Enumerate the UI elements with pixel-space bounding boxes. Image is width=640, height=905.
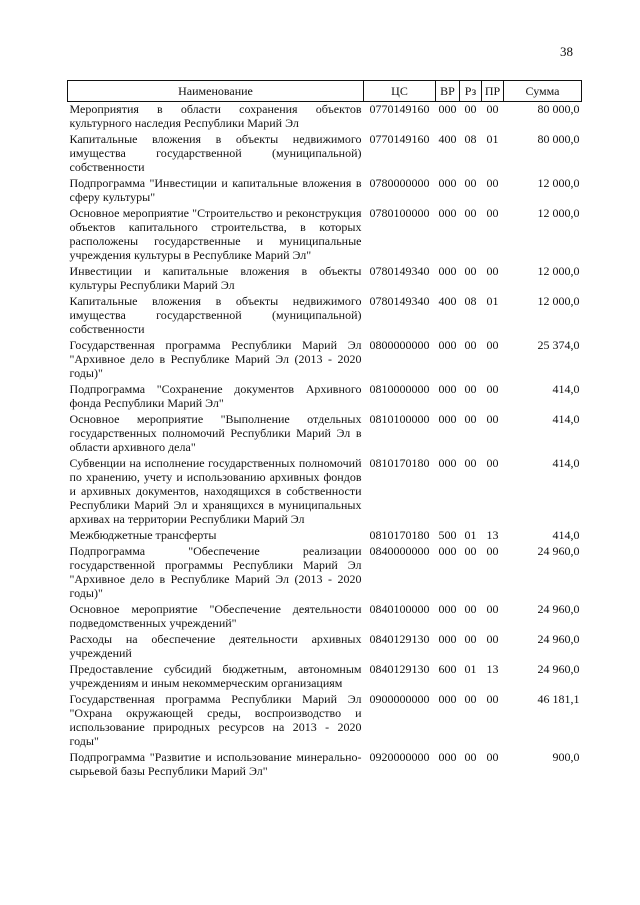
- cell-rz: 00: [464, 456, 477, 470]
- cell-vr: 600: [438, 662, 457, 676]
- cell-cs: 0780149340: [369, 264, 430, 278]
- cell-pr: 13: [486, 528, 499, 542]
- cell-vr: 000: [438, 750, 457, 764]
- cell-name: Капитальные вложения в объекты недвижимого имущества государственной (муниципальной) собственности: [69, 132, 362, 174]
- cell-name: Государственная программа Республики Марий Эл "Архивное дело в Республике Марий Эл (2013 - 2020 годы)": [69, 338, 362, 380]
- cell-name: Расходы на обеспечение деятельности архивных учреждений: [69, 632, 362, 660]
- table-row: [68, 544, 582, 602]
- cell-pr: 00: [486, 602, 499, 616]
- cell-vr: 000: [438, 102, 457, 116]
- cell-vr: 000: [438, 692, 457, 706]
- cell-name: Подпрограмма "Инвестиции и капитальные вложения в сферу культуры": [69, 176, 362, 204]
- table-row: [68, 206, 582, 264]
- cell-pr: 00: [486, 456, 499, 470]
- cell-sum: 414,0: [552, 412, 580, 426]
- cell-rz: 00: [464, 602, 477, 616]
- table-row: [68, 102, 582, 133]
- table-row: [68, 602, 582, 632]
- table-row: [68, 132, 582, 176]
- cell-rz: 01: [464, 528, 477, 542]
- cell-sum: 12 000,0: [537, 264, 580, 278]
- cell-cs: 0800000000: [369, 338, 430, 352]
- cell-rz: 00: [464, 750, 477, 764]
- cell-rz: 08: [464, 294, 477, 308]
- cell-cs: 0810170180: [369, 456, 430, 470]
- cell-rz: 00: [464, 102, 477, 116]
- cell-rz: 00: [464, 264, 477, 278]
- cell-rz: 01: [464, 662, 477, 676]
- cell-rz: 00: [464, 382, 477, 396]
- table-row: [68, 662, 582, 692]
- header-pr: ПР: [482, 81, 504, 102]
- cell-sum: 25 374,0: [537, 338, 580, 352]
- header-cs: ЦС: [364, 81, 436, 102]
- cell-cs: 0770149160: [369, 132, 430, 146]
- cell-rz: 00: [464, 692, 477, 706]
- cell-pr: 13: [486, 662, 499, 676]
- cell-pr: 01: [486, 294, 499, 308]
- header-rz: Рз: [460, 81, 482, 102]
- cell-rz: 00: [464, 338, 477, 352]
- cell-name: Предоставление субсидий бюджетным, автономным учреждениям и иным некоммерческим организациям: [69, 662, 362, 690]
- cell-pr: 00: [486, 176, 499, 190]
- table-row: [68, 338, 582, 382]
- cell-name: Подпрограмма "Развитие и использование минерально-сырьевой базы Республики Марий Эл": [69, 750, 362, 778]
- cell-name: Основное мероприятие "Строительство и реконструкция объектов капитального строительства, в которых расположены государственные и муниципальные учреждения культуры в Республике Марий Эл": [69, 206, 362, 262]
- cell-vr: 000: [438, 338, 457, 352]
- cell-cs: 0900000000: [369, 692, 430, 706]
- table-row: [68, 456, 582, 528]
- cell-pr: 01: [486, 132, 499, 146]
- cell-vr: 000: [438, 544, 457, 558]
- cell-vr: 500: [438, 528, 457, 542]
- cell-vr: 400: [438, 132, 457, 146]
- cell-cs: 0780100000: [369, 206, 430, 220]
- cell-pr: 00: [486, 544, 499, 558]
- header-name: Наименование: [68, 81, 364, 102]
- cell-vr: 000: [438, 264, 457, 278]
- cell-name: Капитальные вложения в объекты недвижимого имущества государственной (муниципальной) собственности: [69, 294, 362, 336]
- cell-name: Государственная программа Республики Марий Эл "Охрана окружающей среды, воспроизводство и использование природных ресурсов на 2013 - 2020 годы": [69, 692, 362, 748]
- cell-cs: 0840000000: [369, 544, 430, 558]
- cell-sum: 900,0: [552, 750, 580, 764]
- cell-rz: 00: [464, 176, 477, 190]
- cell-sum: 24 960,0: [537, 662, 580, 676]
- cell-sum: 414,0: [552, 382, 580, 396]
- cell-name: Основное мероприятие "Обеспечение деятельности подведомственных учреждений": [69, 602, 362, 630]
- cell-vr: 000: [438, 602, 457, 616]
- table-row: [68, 176, 582, 206]
- table-header-row: [68, 81, 582, 102]
- cell-name: Подпрограмма "Обеспечение реализации государственной программы Республики Марий Эл "Архивное дело в Республике Марий Эл (2013 - 2020 годы)": [69, 544, 362, 600]
- cell-vr: 000: [438, 412, 457, 426]
- cell-cs: 0810100000: [369, 412, 430, 426]
- cell-sum: 24 960,0: [537, 602, 580, 616]
- table-row: [68, 264, 582, 294]
- cell-rz: 00: [464, 412, 477, 426]
- cell-sum: 12 000,0: [537, 176, 580, 190]
- budget-table: [67, 80, 582, 780]
- cell-cs: 0840100000: [369, 602, 430, 616]
- cell-pr: 00: [486, 264, 499, 278]
- cell-pr: 00: [486, 206, 499, 220]
- cell-pr: 00: [486, 382, 499, 396]
- cell-cs: 0780000000: [369, 176, 430, 190]
- cell-vr: 000: [438, 456, 457, 470]
- cell-name: Мероприятия в области сохранения объектов культурного наследия Республики Марий Эл: [69, 102, 362, 130]
- cell-vr: 000: [438, 206, 457, 220]
- cell-rz: 00: [464, 632, 477, 646]
- cell-sum: 12 000,0: [537, 294, 580, 308]
- table-row: [68, 692, 582, 750]
- cell-sum: 46 181,1: [537, 692, 580, 706]
- cell-pr: 00: [486, 412, 499, 426]
- cell-pr: 00: [486, 102, 499, 116]
- header-sum: Сумма: [504, 81, 582, 102]
- cell-sum: 24 960,0: [537, 544, 580, 558]
- table-row: [68, 528, 582, 544]
- cell-name: Инвестиции и капитальные вложения в объекты культуры Республики Марий Эл: [69, 264, 362, 292]
- cell-cs: 0810000000: [369, 382, 430, 396]
- table-row: [68, 412, 582, 456]
- cell-vr: 400: [438, 294, 457, 308]
- cell-pr: 00: [486, 632, 499, 646]
- cell-name: Основное мероприятие "Выполнение отдельных государственных полномочий Республики Марий Эл в области архивного дела": [69, 412, 362, 454]
- table-row: [68, 294, 582, 338]
- cell-name: Подпрограмма "Сохранение документов Архивного фонда Республики Марий Эл": [69, 382, 362, 410]
- cell-cs: 0810170180: [369, 528, 430, 542]
- cell-rz: 00: [464, 544, 477, 558]
- cell-vr: 000: [438, 382, 457, 396]
- cell-sum: 414,0: [552, 456, 580, 470]
- cell-name: Субвенции на исполнение государственных полномочий по хранению, учету и использованию архивных фондов и архивных документов, находящихся в собственности Республики Марий Эл и хранящихся в муниципальных архивах на территории Республики Марий Эл: [69, 456, 362, 526]
- cell-name: Межбюджетные трансферты: [69, 528, 217, 542]
- cell-vr: 000: [438, 176, 457, 190]
- cell-sum: 12 000,0: [537, 206, 580, 220]
- table-row: [68, 382, 582, 412]
- cell-vr: 000: [438, 632, 457, 646]
- cell-sum: 80 000,0: [537, 132, 580, 146]
- cell-pr: 00: [486, 750, 499, 764]
- cell-cs: 0840129130: [369, 662, 430, 676]
- cell-sum: 414,0: [552, 528, 580, 542]
- table-row: [68, 750, 582, 780]
- cell-rz: 08: [464, 132, 477, 146]
- cell-pr: 00: [486, 692, 499, 706]
- cell-rz: 00: [464, 206, 477, 220]
- page-number: 38: [560, 44, 573, 59]
- table-row: [68, 632, 582, 662]
- cell-cs: 0920000000: [369, 750, 430, 764]
- cell-sum: 24 960,0: [537, 632, 580, 646]
- cell-cs: 0770149160: [369, 102, 430, 116]
- header-vr: ВР: [436, 81, 460, 102]
- cell-cs: 0780149340: [369, 294, 430, 308]
- table-body: [68, 102, 582, 781]
- cell-sum: 80 000,0: [537, 102, 580, 116]
- cell-pr: 00: [486, 338, 499, 352]
- cell-cs: 0840129130: [369, 632, 430, 646]
